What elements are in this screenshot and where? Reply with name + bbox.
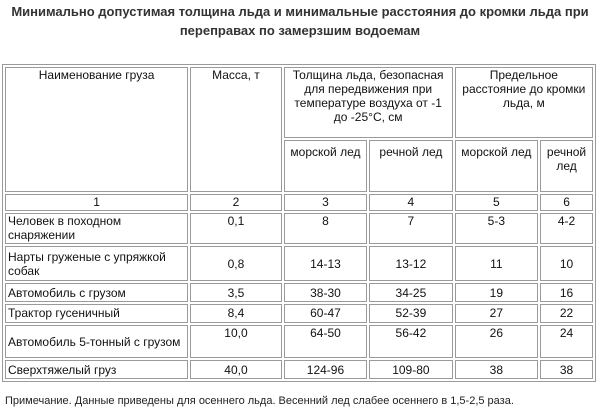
subheader-thick-sea: морской лед: [284, 140, 367, 192]
table-row: [5, 304, 593, 323]
col-num-1: 1: [5, 194, 188, 211]
cargo-mass: 0,8: [190, 246, 282, 281]
col-num-4: 4: [369, 194, 452, 211]
header-name: Наименование груза: [5, 67, 188, 192]
col-num-5: 5: [455, 194, 538, 211]
thickness-river: 109-80: [369, 360, 452, 379]
cargo-mass: 40,0: [190, 360, 282, 379]
table-row: [5, 246, 593, 281]
thickness-sea: 124-96: [284, 360, 367, 379]
distance-river: 38: [540, 360, 593, 379]
distance-river: 10: [540, 246, 593, 281]
distance-sea: 26: [455, 325, 538, 358]
subheader-dist-river: речной лед: [540, 140, 593, 192]
col-num-3: 3: [284, 194, 367, 211]
cargo-name: Сверхтяжелый груз: [5, 360, 188, 379]
header-row: [5, 67, 593, 138]
header-distance: Предельное расстояние до кромки льда, м: [455, 67, 593, 138]
distance-sea: 5-3: [455, 213, 538, 244]
table-row: [5, 283, 593, 302]
thickness-sea: 14-13: [284, 246, 367, 281]
thickness-sea: 8: [284, 213, 367, 244]
col-num-6: 6: [540, 194, 593, 211]
thickness-river: 34-25: [369, 283, 452, 302]
distance-sea: 19: [455, 283, 538, 302]
title-line-1: Минимально допустимая толщина льда и минимальные расстояния до кромки льда при: [11, 4, 589, 19]
thickness-river: 52-39: [369, 304, 452, 323]
cargo-mass: 0,1: [190, 213, 282, 244]
thickness-sea: 38-30: [284, 283, 367, 302]
col-num-2: 2: [190, 194, 282, 211]
cargo-mass: 3,5: [190, 283, 282, 302]
cargo-mass: 8,4: [190, 304, 282, 323]
cargo-name: Автомобиль 5-тонный с грузом: [5, 325, 188, 358]
column-number-row: [5, 194, 593, 211]
thickness-river: 56-42: [369, 325, 452, 358]
distance-river: 22: [540, 304, 593, 323]
cargo-mass: 10,0: [190, 325, 282, 358]
distance-sea: 11: [455, 246, 538, 281]
cargo-name: Человек в походном снаряжении: [5, 213, 188, 244]
header-thickness: Толщина льда, безопасная для передвижения при температуре воздуха от -1 до -25°С, см: [284, 67, 453, 138]
distance-river: 4-2: [540, 213, 593, 244]
subheader-thick-river: речной лед: [369, 140, 452, 192]
cargo-name: Трактор гусеничный: [5, 304, 188, 323]
header-mass: Масса, т: [190, 67, 282, 192]
distance-river: 16: [540, 283, 593, 302]
distance-river: 24: [540, 325, 593, 358]
thickness-river: 13-12: [369, 246, 452, 281]
ice-thickness-table: [2, 64, 596, 382]
thickness-sea: 60-47: [284, 304, 367, 323]
thickness-sea: 64-50: [284, 325, 367, 358]
title-line-2: переправах по замерзшим водоемам: [179, 23, 421, 38]
page-title: [0, 2, 600, 40]
distance-sea: 38: [455, 360, 538, 379]
cargo-name: Автомобиль с грузом: [5, 283, 188, 302]
distance-sea: 27: [455, 304, 538, 323]
table-row: [5, 213, 593, 244]
table-row: [5, 325, 593, 358]
footnote: Примечание. Данные приведены для осеннего льда. Весенний лед слабее осеннего в 1,5-2,5 раза.: [5, 395, 514, 407]
cargo-name: Нарты груженые с упряжкой собак: [5, 246, 188, 281]
thickness-river: 7: [369, 213, 452, 244]
table-row: [5, 360, 593, 379]
subheader-dist-sea: морской лед: [455, 140, 538, 192]
